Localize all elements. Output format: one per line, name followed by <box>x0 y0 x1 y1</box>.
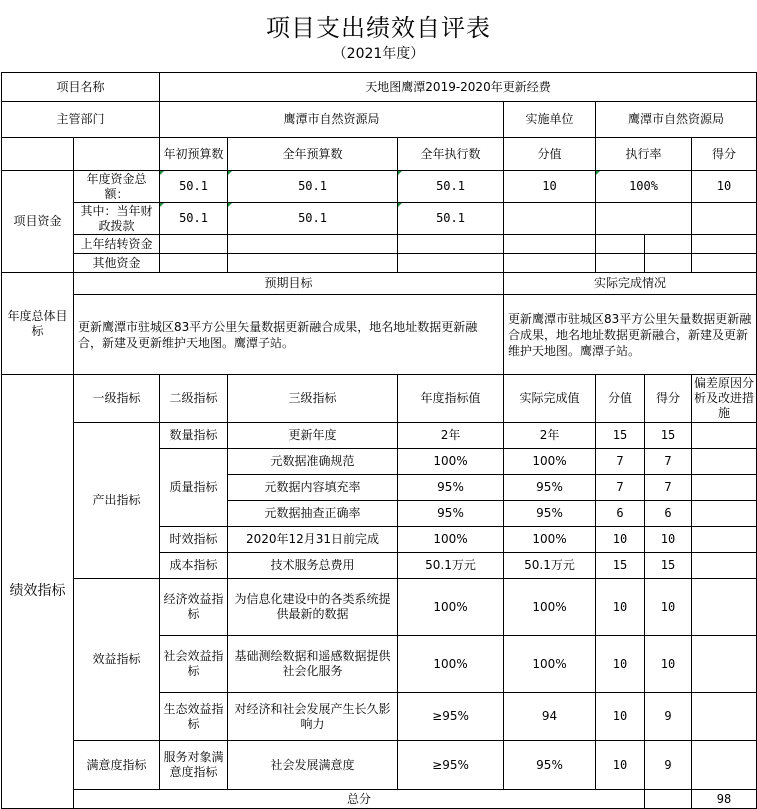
l1-output: 产出指标 <box>74 423 160 579</box>
l2-quantity: 数量指标 <box>160 423 228 449</box>
funds-header-score: 得分 <box>692 138 757 171</box>
funds-group-label: 项目资金 <box>2 171 74 273</box>
page-subtitle: （2021年度） <box>332 46 425 62</box>
evaluation-table <box>1 72 757 809</box>
score-cell: 9 <box>645 741 692 790</box>
perf-header-actual: 实际完成值 <box>504 375 596 423</box>
l3-cell: 元数据内容填充率 <box>228 475 398 501</box>
funds-header-budget: 全年预算数 <box>228 138 398 171</box>
score-value-cell: 10 <box>596 741 645 790</box>
expected-goal-header: 预期目标 <box>74 273 504 295</box>
perf-header-l2: 二级指标 <box>160 375 228 423</box>
funds-cell: 100% <box>596 171 692 203</box>
actual-cell: 95% <box>504 475 596 501</box>
score-value-cell: 15 <box>596 423 645 449</box>
target-cell: 100% <box>398 527 504 553</box>
funds-row-label: 其中：当年财政拨款 <box>74 203 160 235</box>
target-cell: 95% <box>398 501 504 527</box>
score-value-cell: 6 <box>596 501 645 527</box>
l2-social: 社会效益指标 <box>160 636 228 693</box>
dept-value: 鹰潭市自然资源局 <box>160 102 504 138</box>
l2-service-satisfaction: 服务对象满意度指标 <box>160 741 228 790</box>
funds-cell: 10 <box>504 171 596 203</box>
funds-cell: 50.1 <box>398 203 504 235</box>
funds-row-label: 上年结转资金 <box>74 235 160 254</box>
funds-header-executed: 全年执行数 <box>398 138 504 171</box>
perf-group-label: 绩效指标 <box>2 375 74 809</box>
funds-cell: 50.1 <box>228 171 398 203</box>
score-cell: 9 <box>645 693 692 741</box>
funds-cell: 10 <box>692 171 757 203</box>
goals-label: 年度总体目标 <box>2 273 74 375</box>
expected-goal-text: 更新鹰潭市驻城区83平方公里矢量数据更新融合成果，地名地址数据更新融合，新建及更新维护天地图。鹰潭子站。 <box>74 295 504 375</box>
l2-quality: 质量指标 <box>160 449 228 527</box>
funds-cell: 50.1 <box>160 171 228 203</box>
actual-completion-text: 更新鹰潭市驻城区83平方公里矢量数据更新融合成果，地名地址数据更新融合，新建及更新维护天地图。鹰潭子站。 <box>504 295 757 375</box>
score-value-cell: 10 <box>596 579 645 636</box>
l3-cell: 对经济和社会发展产生长久影响力 <box>228 693 398 741</box>
funds-row-label: 其他资金 <box>74 254 160 273</box>
perf-header-l3: 三级指标 <box>228 375 398 423</box>
score-value-cell: 10 <box>596 636 645 693</box>
actual-cell: 100% <box>504 636 596 693</box>
score-value-cell: 7 <box>596 449 645 475</box>
project-name-value: 天地图鹰潭2019-2020年更新经费 <box>160 73 757 102</box>
target-cell: 100% <box>398 449 504 475</box>
l3-cell: 更新年度 <box>228 423 398 449</box>
page-title: 项目支出绩效自评表 <box>266 14 491 42</box>
actual-cell: 100% <box>504 449 596 475</box>
l1-satisfaction: 满意度指标 <box>74 741 160 790</box>
l3-cell: 2020年12月31日前完成 <box>228 527 398 553</box>
target-cell: 100% <box>398 636 504 693</box>
dept-label: 主管部门 <box>2 102 160 138</box>
score-cell: 7 <box>645 475 692 501</box>
actual-cell: 50.1万元 <box>504 553 596 579</box>
l3-cell: 基础测绘数据和遥感数据提供社会化服务 <box>228 636 398 693</box>
target-cell: ≥95% <box>398 693 504 741</box>
target-cell: ≥95% <box>398 741 504 790</box>
target-cell: 100% <box>398 579 504 636</box>
perf-header-deviation: 偏差原因分析及改进措施 <box>692 375 757 423</box>
score-value-cell: 7 <box>596 475 645 501</box>
perf-header-score-value: 分值 <box>596 375 645 423</box>
l3-cell: 社会发展满意度 <box>228 741 398 790</box>
funds-cell: 50.1 <box>160 203 228 235</box>
score-cell: 10 <box>645 636 692 693</box>
target-cell: 2年 <box>398 423 504 449</box>
score-value-cell: 10 <box>596 527 645 553</box>
score-cell: 10 <box>645 579 692 636</box>
project-name-label: 项目名称 <box>2 73 160 102</box>
actual-cell: 95% <box>504 741 596 790</box>
l2-economic: 经济效益指标 <box>160 579 228 636</box>
impl-unit-value: 鹰潭市自然资源局 <box>596 102 757 138</box>
perf-header-l1: 一级指标 <box>74 375 160 423</box>
funds-header-initial: 年初预算数 <box>160 138 228 171</box>
l3-cell: 技术服务总费用 <box>228 553 398 579</box>
score-value-cell: 10 <box>596 693 645 741</box>
score-cell: 10 <box>645 527 692 553</box>
actual-cell: 94 <box>504 693 596 741</box>
l2-ecological: 生态效益指标 <box>160 693 228 741</box>
perf-header-score: 得分 <box>645 375 692 423</box>
impl-unit-label: 实施单位 <box>504 102 596 138</box>
total-score: 98 <box>692 790 757 809</box>
actual-cell: 100% <box>504 579 596 636</box>
score-cell: 6 <box>645 501 692 527</box>
actual-cell: 2年 <box>504 423 596 449</box>
funds-header-score-value: 分值 <box>504 138 596 171</box>
actual-cell: 100% <box>504 527 596 553</box>
score-cell: 15 <box>645 423 692 449</box>
target-cell: 50.1万元 <box>398 553 504 579</box>
l2-timeliness: 时效指标 <box>160 527 228 553</box>
funds-row-label: 年度资金总额： <box>74 171 160 203</box>
l3-cell: 元数据准确规范 <box>228 449 398 475</box>
actual-completion-header: 实际完成情况 <box>504 273 757 295</box>
score-cell: 7 <box>645 449 692 475</box>
funds-cell: 50.1 <box>228 203 398 235</box>
l2-cost: 成本指标 <box>160 553 228 579</box>
actual-cell: 95% <box>504 501 596 527</box>
score-value-cell: 15 <box>596 553 645 579</box>
total-label: 总分 <box>74 790 645 809</box>
funds-cell: 50.1 <box>398 171 504 203</box>
l1-benefit: 效益指标 <box>74 579 160 741</box>
funds-header-exec-rate: 执行率 <box>596 138 692 171</box>
target-cell: 95% <box>398 475 504 501</box>
perf-header-target: 年度指标值 <box>398 375 504 423</box>
l3-cell: 元数据抽查正确率 <box>228 501 398 527</box>
l3-cell: 为信息化建设中的各类系统提供最新的数据 <box>228 579 398 636</box>
score-cell: 15 <box>645 553 692 579</box>
